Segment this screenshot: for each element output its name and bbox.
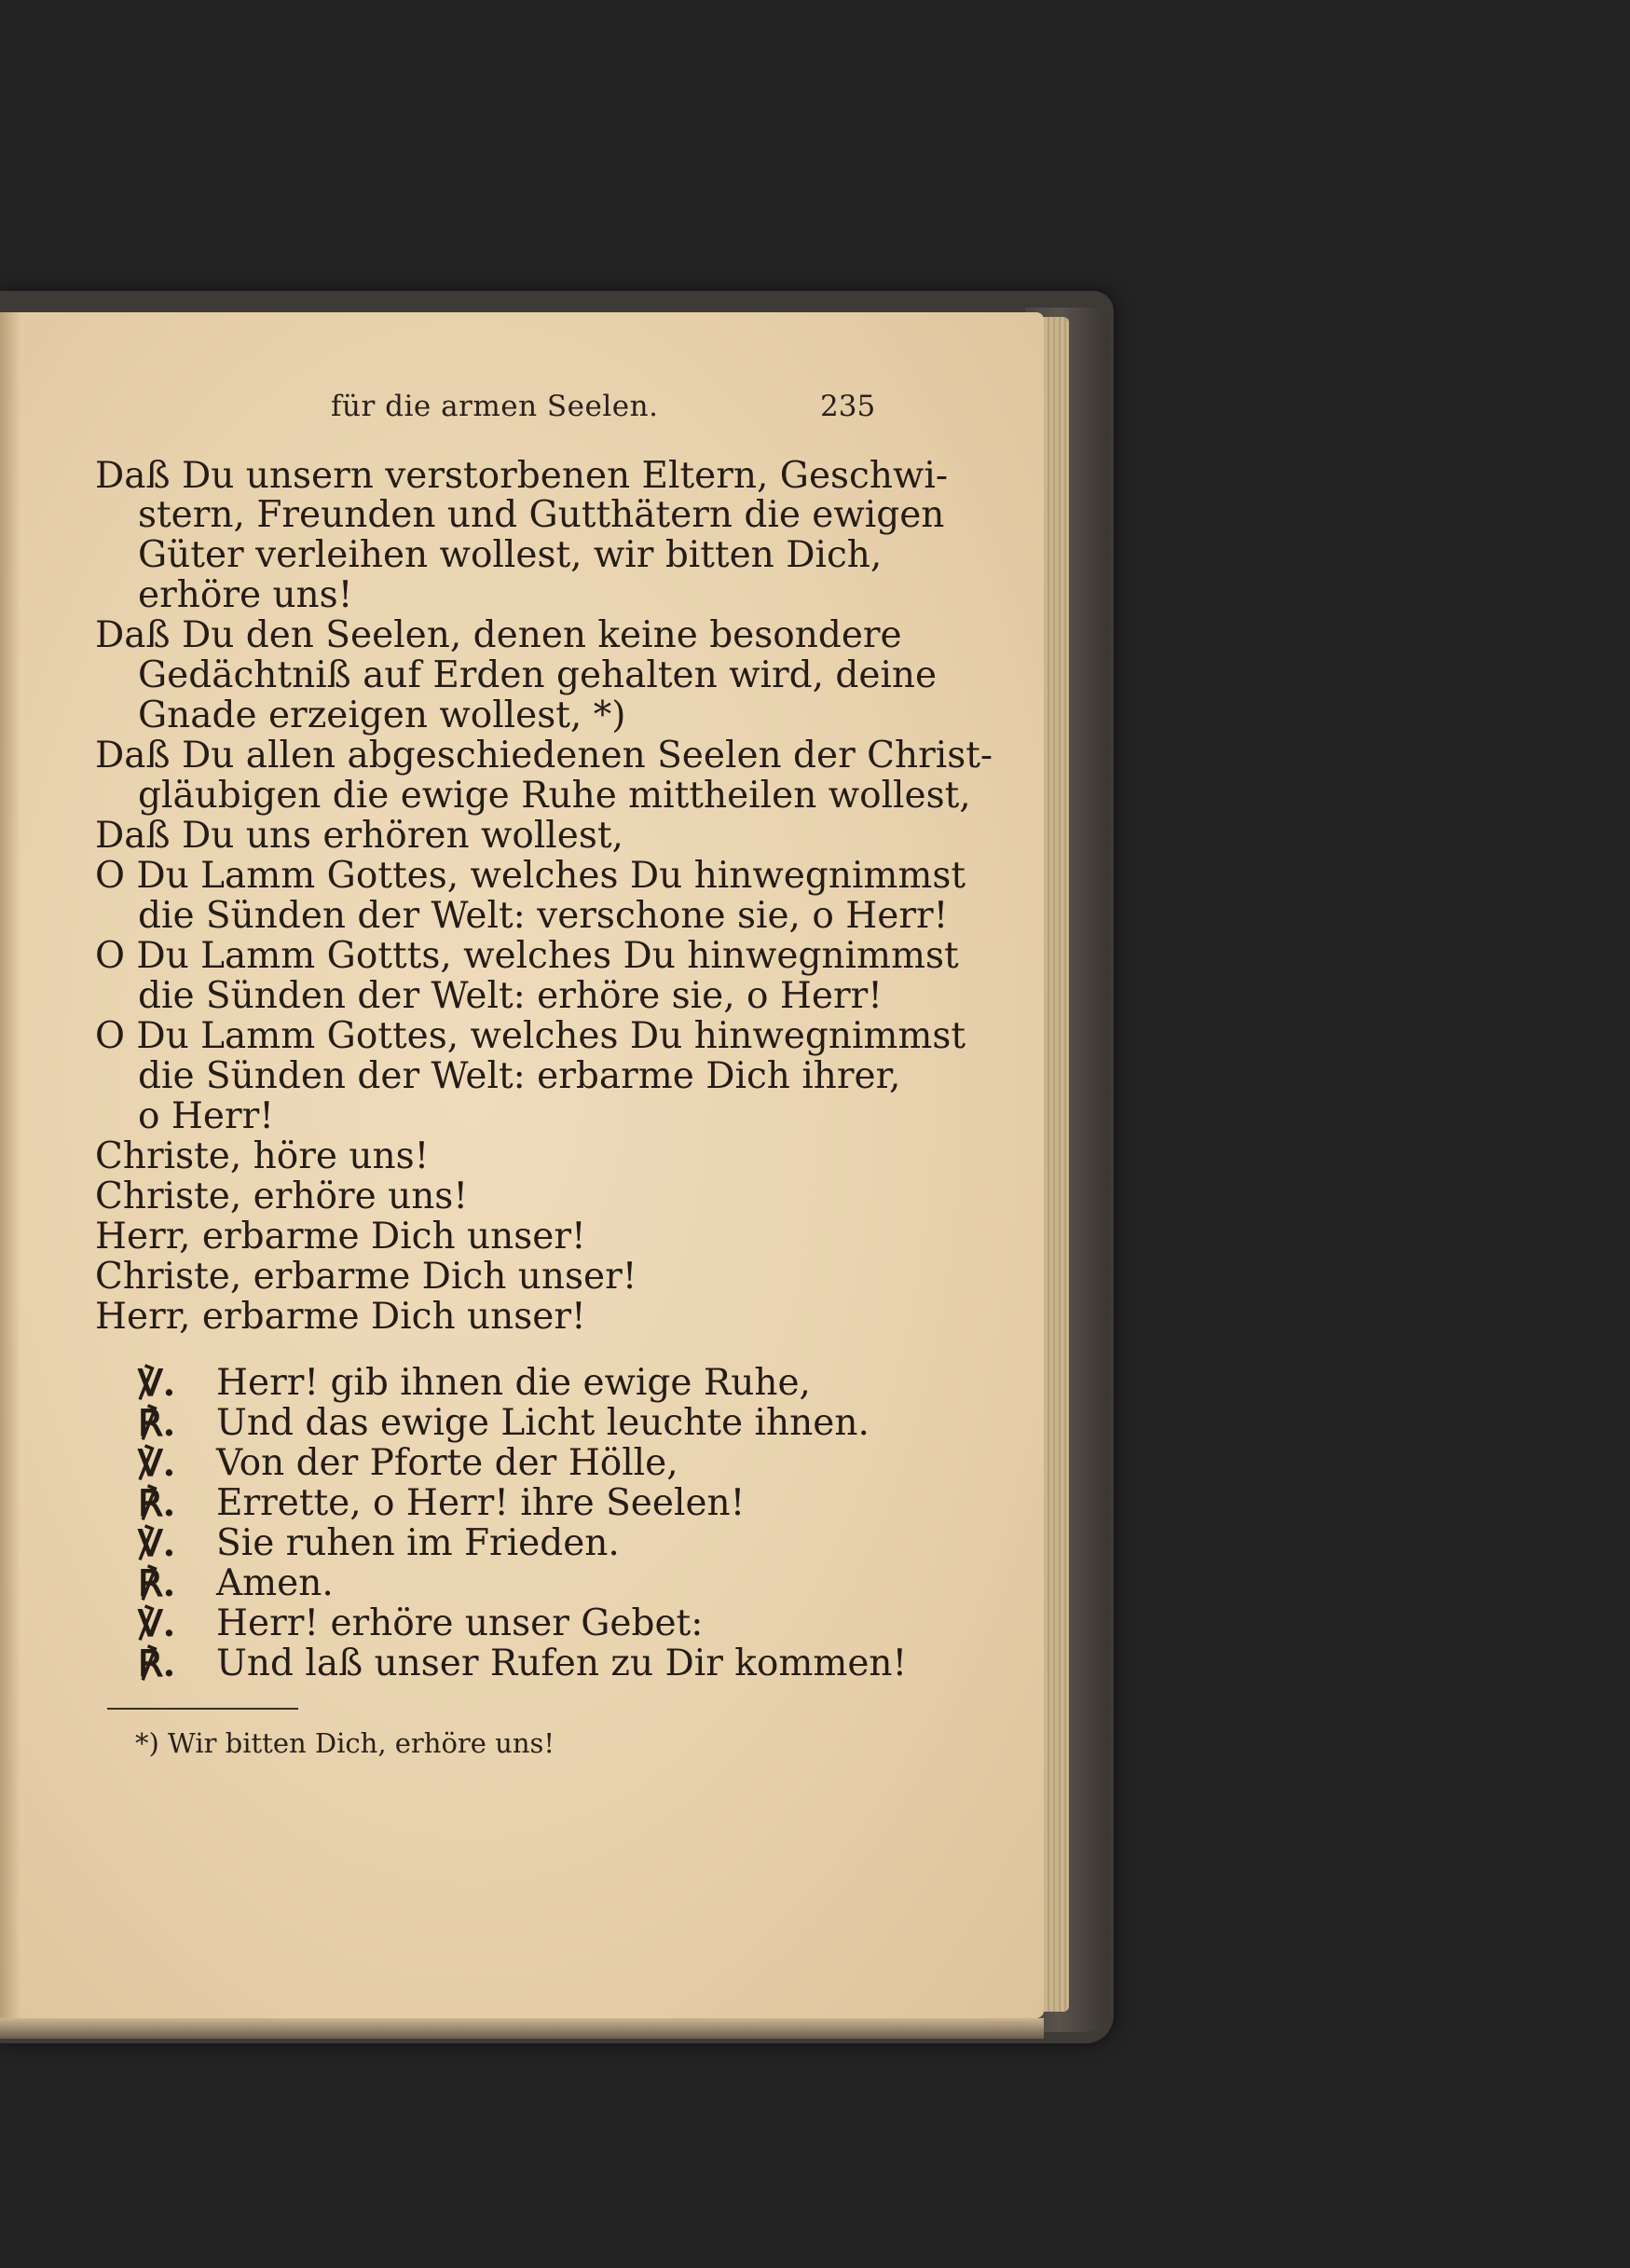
text-line: Daß Du allen abgeschiedenen Seelen der Christ-	[95, 735, 993, 777]
text-line: O Du Lamm Gottes, welches Du hinwegnimmst	[95, 1015, 966, 1057]
text-line: Gnade erzeigen wollest, *)	[138, 694, 626, 736]
response-mark: ℟.	[138, 1482, 176, 1525]
text-line: Daß Du den Seelen, denen keine besondere	[95, 614, 902, 656]
response-mark: ℟.	[138, 1402, 176, 1445]
response-text: Amen.	[216, 1562, 334, 1604]
text-line: Herr, erbarme Dich unser!	[95, 1216, 586, 1258]
text-line: Daß Du unsern verstorbenen Eltern, Geschwi-	[95, 455, 949, 497]
text-line: die Sünden der Welt: erhöre sie, o Herr!	[138, 975, 883, 1017]
versicle-text: Herr! erhöre unser Gebet:	[216, 1602, 704, 1644]
text-line: gläubigen die ewige Ruhe mittheilen wollest,	[138, 775, 971, 817]
text-line: Christe, erhöre uns!	[95, 1175, 468, 1217]
text-line: O Du Lamm Gottts, welches Du hinwegnimmst	[95, 935, 959, 977]
running-head: für die armen Seelen.	[331, 390, 659, 423]
text-line: Herr, erbarme Dich unser!	[95, 1296, 586, 1338]
text-line: erhöre uns!	[138, 574, 353, 616]
text-line: stern, Freunden und Gutthätern die ewigen	[138, 494, 945, 536]
response-text: Und das ewige Licht leuchte ihnen.	[216, 1402, 870, 1444]
versicle-text: Sie ruhen im Frieden.	[216, 1522, 620, 1564]
page-gutter-shadow	[0, 312, 21, 2018]
text-line: Christe, höre uns!	[95, 1135, 430, 1177]
response-mark: ℟.	[138, 1643, 176, 1685]
response-text: Und laß unser Rufen zu Dir kommen!	[216, 1643, 908, 1684]
response-text: Errette, o Herr! ihre Seelen!	[216, 1482, 746, 1524]
footnote-rule	[107, 1708, 298, 1710]
text-line: Christe, erbarme Dich unser!	[95, 1256, 637, 1298]
versicle-mark: ℣.	[138, 1362, 176, 1405]
versicle-text: Von der Pforte der Hölle,	[216, 1442, 678, 1484]
page-number: 235	[820, 390, 876, 423]
text-line: Daß Du uns erhören wollest,	[95, 815, 623, 857]
text-line: Gedächtniß auf Erden gehalten wird, deine	[138, 654, 938, 696]
page-bottom-edge	[0, 2018, 1044, 2039]
footnote: *) Wir bitten Dich, erhöre uns!	[135, 1727, 555, 1759]
versicle-mark: ℣.	[138, 1522, 176, 1565]
text-line: O Du Lamm Gottes, welches Du hinwegnimmst	[95, 855, 966, 897]
text-line: die Sünden der Welt: erbarme Dich ihrer,	[138, 1055, 901, 1097]
text-line: o Herr!	[138, 1095, 274, 1137]
text-line: die Sünden der Welt: verschone sie, o Herr!	[138, 895, 949, 937]
versicle-text: Herr! gib ihnen die ewige Ruhe,	[216, 1362, 811, 1404]
versicle-mark: ℣.	[138, 1442, 176, 1485]
text-line: Güter verleihen wollest, wir bitten Dich,	[138, 534, 883, 576]
versicle-mark: ℣.	[138, 1602, 176, 1645]
response-mark: ℟.	[138, 1562, 176, 1605]
